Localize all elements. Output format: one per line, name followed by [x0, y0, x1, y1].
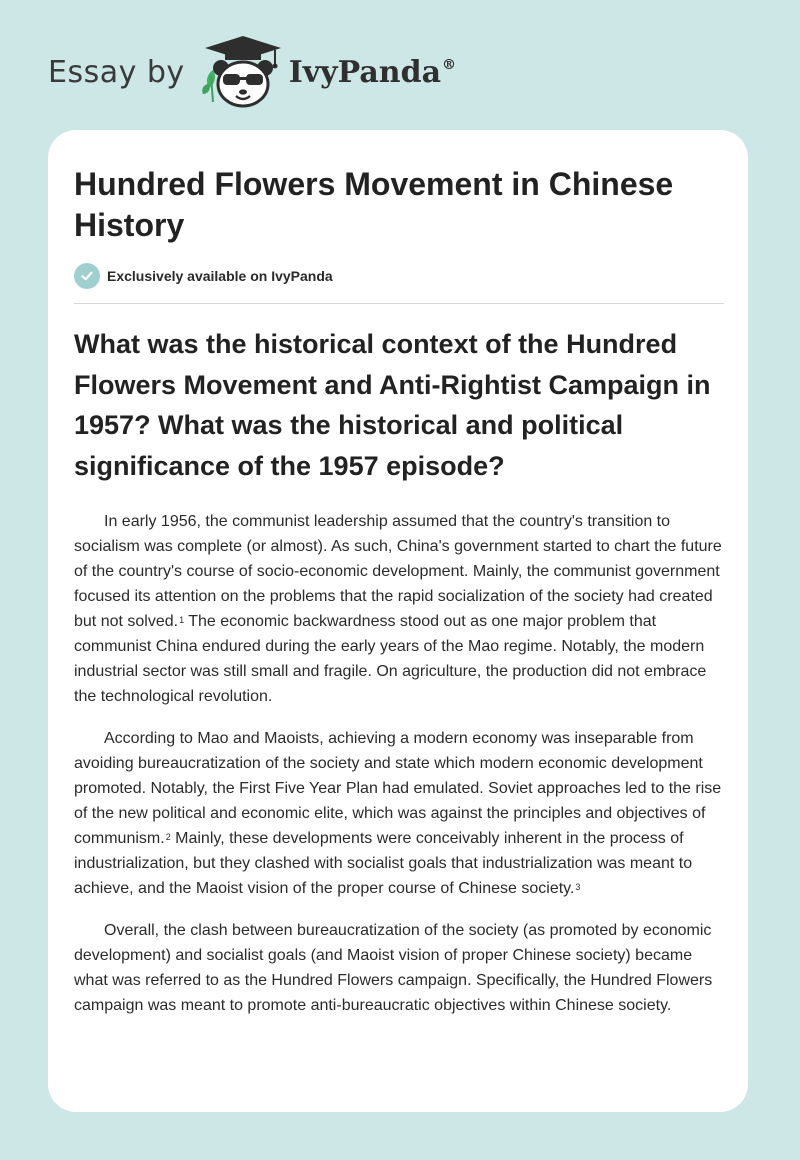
essay-question-heading: What was the historical context of the Hundred Flowers Movement and Anti-Rightist Campaign in 1957? What was the historical and political significance of the 1957 episode?: [74, 329, 711, 481]
essay-card: [48, 130, 748, 1112]
essay-by-label: Essay by: [48, 54, 185, 90]
page-title: Hundred Flowers Movement in Chinese History: [74, 166, 674, 243]
brand-name[interactable]: IvyPanda®: [288, 54, 457, 90]
footnote-ref-2[interactable]: 2: [165, 832, 171, 842]
essay-body: [74, 509, 726, 1035]
divider: [74, 303, 724, 304]
footnote-ref-1[interactable]: 1: [179, 615, 185, 625]
check-icon: [74, 263, 100, 289]
panda-graduate-logo-icon[interactable]: [199, 32, 287, 112]
footnote-ref-3[interactable]: 3: [575, 882, 581, 892]
exclusive-badge-label: Exclusively available on IvyPanda: [107, 268, 333, 284]
paragraph-1: In early 1956, the communist leadership assumed that the country's transition to socialism was complete (or almost). As such, China's government started to chart the future of the country's course of socio-economic development. Mainly, the communist government focused its attention on the problems that the rapid socialization of the society had created but not solved.$^1$ The economic backwardness stood out as one major problem that communist China endured during the early years of the Mao regime. Notably, the modern industrial sector was still small and fragile. On agriculture, the production did not embrace the technological revolution.: [74, 513, 722, 705]
registered-mark: ®: [442, 56, 457, 73]
site-header: [48, 32, 456, 112]
paragraph-2: According to Mao and Maoists, achieving a modern economy was inseparable from avoiding bureaucratization of the society and state which modern economic development promoted. Notably, the First Five Year Plan had emulated. Soviet approaches led to the rise of the new political and economic elite, which was against the principles and objectives of communism.$^2$ Mainly, these developments were conceivably inherent in the process of industrialization, but they clashed with socialist goals that industrialization was meant to achieve, and the Maoist vision of the proper course of Chinese society.$^3$: [74, 730, 722, 897]
exclusive-badge: [74, 263, 333, 289]
paragraph-3: Overall, the clash between bureaucratization of the society (as promoted by economic development) and socialist goals (and Maoist vision of proper Chinese society) became what was referred to as the Hundred Flowers campaign. Specifically, the Hundred Flowers campaign was meant to promote anti-bureaucratic objectives within Chinese society.: [74, 922, 713, 1014]
